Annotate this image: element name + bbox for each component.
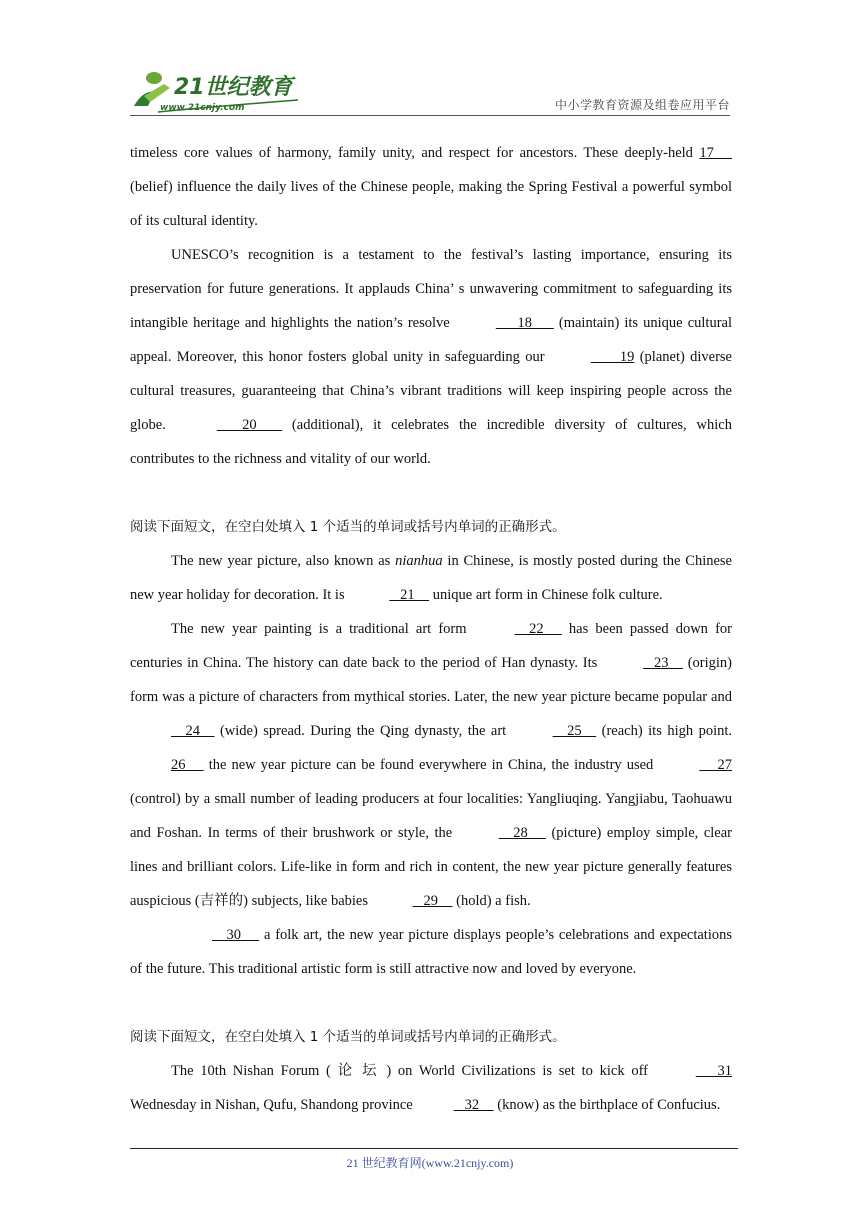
section3-instruction: 阅读下面短文，在空白处填入 1 个适当的单词或括号内单词的正确形式。 — [130, 1029, 566, 1045]
section2-paragraph3: 30 a folk art, the new year picture displays people’s celebrations and expectations of the future. This traditional artistic form is still attractive now and loved by everyone. — [130, 918, 732, 986]
passage1-paragraph2: UNESCO’s recognition is a testament to the festival’s lasting importance, ensuring its preservation for future generations. It applauds China’ s unwavering commitment to safeguarding its intangible heritage and highlights the nation’s resolve 18 (maintain) its unique cultural appeal. Moreover, this honor fosters global unity in safeguarding our 19 (planet) diverse cultural treasures, guaranteeing that China’s vibrant traditions will keep inspiring people across the globe. 20 (additional), it celebrates the incredible diversity of cultures, which contributes to the richness and vitality of our world. — [130, 247, 732, 467]
blank-22: 22 — [514, 621, 562, 637]
blank-17: 17 — [699, 145, 732, 161]
blank-24: 24 — [171, 723, 215, 739]
section3-paragraph1: The 10th Nishan Forum ( 论 坛 ) on World Civilizations is set to kick off 31 Wednesday in Nishan, Qufu, Shandong province 32 (know) as the birthplace of Confucius. — [130, 1054, 732, 1122]
footer-divider — [130, 1148, 738, 1149]
blank-19: 19 — [590, 349, 635, 365]
blank-29: 29 — [412, 893, 453, 909]
blank-27: 27 — [699, 757, 732, 773]
blank-21: 21 — [389, 587, 430, 603]
21cnjy-logo — [130, 66, 300, 114]
blank-23: 23 — [643, 655, 683, 671]
section2-instruction: 阅读下面短文，在空白处填入 1 个适当的单词或括号内单词的正确形式。 — [130, 519, 566, 535]
blank-28: 28 — [498, 825, 546, 841]
section2-paragraph1: The new year picture, also known as nianhua in Chinese, is mostly posted during the Chinese new year holiday for decoration. It is 21 unique art form in Chinese folk culture. — [130, 544, 732, 612]
logo-text: 21世纪教育 — [174, 75, 293, 100]
passage1-paragraph1: timeless core values of harmony, family unity, and respect for ancestors. These deeply-held 17 (belief) influence the daily lives of the Chinese people, making the Spring Festival a powerful symbol of its cultural identity. — [130, 136, 732, 238]
logo-url: www.21cnjy.com — [160, 103, 245, 113]
header-divider — [130, 115, 730, 116]
document-body — [130, 136, 732, 1122]
blank-20: 20 — [216, 417, 283, 433]
page-footer: 21 世纪教育网(www.21cnjy.com) — [346, 1156, 514, 1170]
platform-name: 中小学教育资源及组卷应用平台 — [554, 98, 730, 112]
blank-30: 30 — [212, 927, 260, 943]
blank-18: 18 — [495, 315, 554, 331]
blank-26: 26 — [171, 757, 204, 773]
section2-paragraph2: The new year painting is a traditional art form 22 has been passed down for centuries in China. The history can date back to the period of Han dynasty. Its 23 (origin) form was a picture of characters from mythical stories. Later, the new year picture became popular and 24 (wide) spread. During the Qing dynasty, the art 25 (reach) its high point. 26 the new year picture can be found everywhere in China, the industry used 27 (control) by a small number of leading producers at four localities: Yangliuqing. Yangjiabu, Taohuawu and Foshan. In terms of their brushwork or style, the 28 (picture) employ simple, clear lines and brilliant colors. Life-like in form and rich in content, the new year picture generally features auspicious (吉祥的) subjects, like babies 29 (hold) a fish. — [130, 612, 732, 918]
blank-32: 32 — [453, 1097, 494, 1113]
blank-25: 25 — [552, 723, 597, 739]
blank-31: 31 — [695, 1063, 732, 1079]
page-header — [130, 66, 730, 116]
